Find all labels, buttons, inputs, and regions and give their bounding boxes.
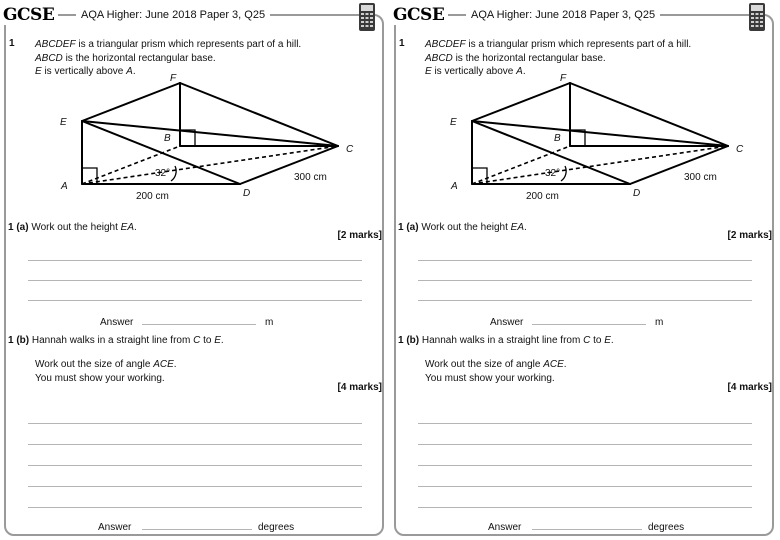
part-a-answer-label: Answer: [490, 317, 524, 328]
question-number: 1: [9, 38, 15, 49]
part-b-text: Hannah walks in a straight line from: [421, 335, 584, 346]
part-a-marks: [2 marks]: [337, 230, 382, 241]
intro-line-3: is vertically above: [431, 66, 517, 77]
point-a-name: A: [126, 66, 133, 77]
label-a: A: [451, 181, 458, 192]
part-b-to: E: [214, 335, 221, 346]
working-line[interactable]: [418, 300, 752, 301]
part-b-line-1-end: .: [173, 359, 177, 370]
point-e-name: E: [425, 66, 432, 77]
intro-line-1: is a triangular prism which represents part of a hill.: [465, 39, 692, 50]
angle-arc: [171, 166, 176, 181]
part-a-answer-line[interactable]: [142, 324, 256, 325]
part-a-height: EA: [120, 222, 134, 233]
working-line[interactable]: [418, 260, 752, 261]
working-line[interactable]: [418, 507, 752, 508]
edge-ef: [82, 83, 180, 121]
edge-fc: [570, 83, 728, 146]
prism-name: ABCDEF: [35, 39, 76, 50]
intro-line-3: is vertically above: [41, 66, 127, 77]
working-line[interactable]: [28, 444, 362, 445]
label-a: A: [61, 181, 68, 192]
part-a-question: [8, 222, 137, 233]
working-line[interactable]: [28, 423, 362, 424]
working-line[interactable]: [418, 486, 752, 487]
part-b-answer-line[interactable]: [142, 529, 252, 530]
part-b-mid: to: [200, 335, 215, 346]
prism-diagram: [390, 70, 780, 210]
intro-line-3-end: .: [522, 66, 526, 77]
base-name: ABCD: [35, 52, 63, 64]
working-line[interactable]: [28, 507, 362, 508]
angle-label: 32°: [545, 168, 561, 179]
edge-fc: [180, 83, 338, 146]
part-a-text-end: .: [134, 222, 137, 233]
working-line[interactable]: [28, 465, 362, 466]
part-a-question: [398, 222, 527, 233]
part-b-line-1: Work out the size of angle: [425, 359, 544, 370]
part-b-answer-label: Answer: [488, 522, 522, 533]
intro-line-2: is the horizontal rectangular base.: [62, 52, 216, 64]
point-e-name: E: [35, 66, 42, 77]
part-a-answer-unit: m: [655, 317, 664, 328]
part-b-answer-line[interactable]: [532, 529, 642, 530]
gcse-logo: GCSE: [2, 5, 58, 25]
line-ec: [472, 121, 728, 146]
intro-line-2: is the horizontal rectangular base.: [452, 52, 606, 64]
label-b: B: [554, 133, 561, 144]
calculator-icon: [748, 2, 766, 32]
part-b-number: 1 (b): [8, 335, 30, 346]
part-b-question: [398, 335, 614, 346]
label-d: D: [633, 188, 641, 199]
prism-diagram: [0, 70, 390, 210]
part-a-number: 1 (a): [398, 222, 419, 233]
label-e: E: [60, 117, 67, 128]
part-a-answer-line[interactable]: [532, 324, 646, 325]
line-ec: [82, 121, 338, 146]
working-line[interactable]: [418, 444, 752, 445]
angle-arc: [561, 166, 566, 181]
part-b-line-1: Work out the size of angle: [35, 359, 154, 370]
part-b-answer-label: Answer: [98, 522, 132, 533]
part-b-line-1-end: .: [563, 359, 567, 370]
working-line[interactable]: [28, 280, 362, 281]
label-c: C: [736, 144, 744, 155]
working-line[interactable]: [418, 423, 752, 424]
part-a-text: Work out the height: [421, 222, 511, 233]
question-number: 1: [399, 38, 405, 49]
part-b-number: 1 (b): [398, 335, 420, 346]
working-line[interactable]: [418, 465, 752, 466]
label-d: D: [243, 188, 251, 199]
length-dc-label: 300 cm: [294, 172, 327, 183]
working-line[interactable]: [418, 280, 752, 281]
label-e: E: [450, 117, 457, 128]
label-f: F: [560, 73, 567, 84]
part-b-mid: to: [590, 335, 605, 346]
part-b-text: Hannah walks in a straight line from: [31, 335, 194, 346]
part-a-text: Work out the height: [31, 222, 121, 233]
prism-name: ABCDEF: [425, 39, 466, 50]
part-b-angle: ACE: [153, 359, 174, 370]
part-b-marks: [4 marks]: [337, 382, 382, 393]
part-a-height: EA: [510, 222, 524, 233]
label-b: B: [164, 133, 171, 144]
part-a-text-end: .: [524, 222, 527, 233]
working-line[interactable]: [28, 260, 362, 261]
edge-ef: [472, 83, 570, 121]
part-b-instructions: [425, 358, 567, 385]
label-c: C: [346, 144, 354, 155]
part-b-marks: [4 marks]: [727, 382, 772, 393]
working-line[interactable]: [28, 486, 362, 487]
point-a-name: A: [516, 66, 523, 77]
part-b-answer-unit: degrees: [258, 522, 295, 533]
part-b-end: .: [220, 335, 224, 346]
base-name: ABCD: [425, 52, 453, 64]
part-b-from: C: [193, 335, 201, 346]
paper-reference: AQA Higher: June 2018 Paper 3, Q25: [76, 8, 270, 22]
part-b-line-2: You must show your working.: [425, 372, 555, 384]
calculator-icon: [358, 2, 376, 32]
intro-line-3-end: .: [132, 66, 136, 77]
part-b-angle: ACE: [543, 359, 564, 370]
part-a-answer-label: Answer: [100, 317, 134, 328]
gcse-logo: GCSE: [392, 5, 448, 25]
worksheet-right: [390, 0, 780, 540]
paper-reference: AQA Higher: June 2018 Paper 3, Q25: [466, 8, 660, 22]
part-b-answer-unit: degrees: [648, 522, 685, 533]
part-a-answer-unit: m: [265, 317, 274, 328]
part-a-number: 1 (a): [8, 222, 29, 233]
part-b-to: E: [604, 335, 611, 346]
part-a-marks: [2 marks]: [727, 230, 772, 241]
part-b-instructions: [35, 358, 177, 385]
angle-label: 32°: [155, 168, 171, 179]
length-ad-label: 200 cm: [526, 191, 559, 202]
part-b-line-2: You must show your working.: [35, 372, 165, 384]
part-b-question: [8, 335, 224, 346]
part-b-end: .: [610, 335, 614, 346]
length-dc-label: 300 cm: [684, 172, 717, 183]
length-ad-label: 200 cm: [136, 191, 169, 202]
working-line[interactable]: [28, 300, 362, 301]
part-b-from: C: [583, 335, 591, 346]
label-f: F: [170, 73, 177, 84]
intro-line-1: is a triangular prism which represents part of a hill.: [75, 39, 302, 50]
